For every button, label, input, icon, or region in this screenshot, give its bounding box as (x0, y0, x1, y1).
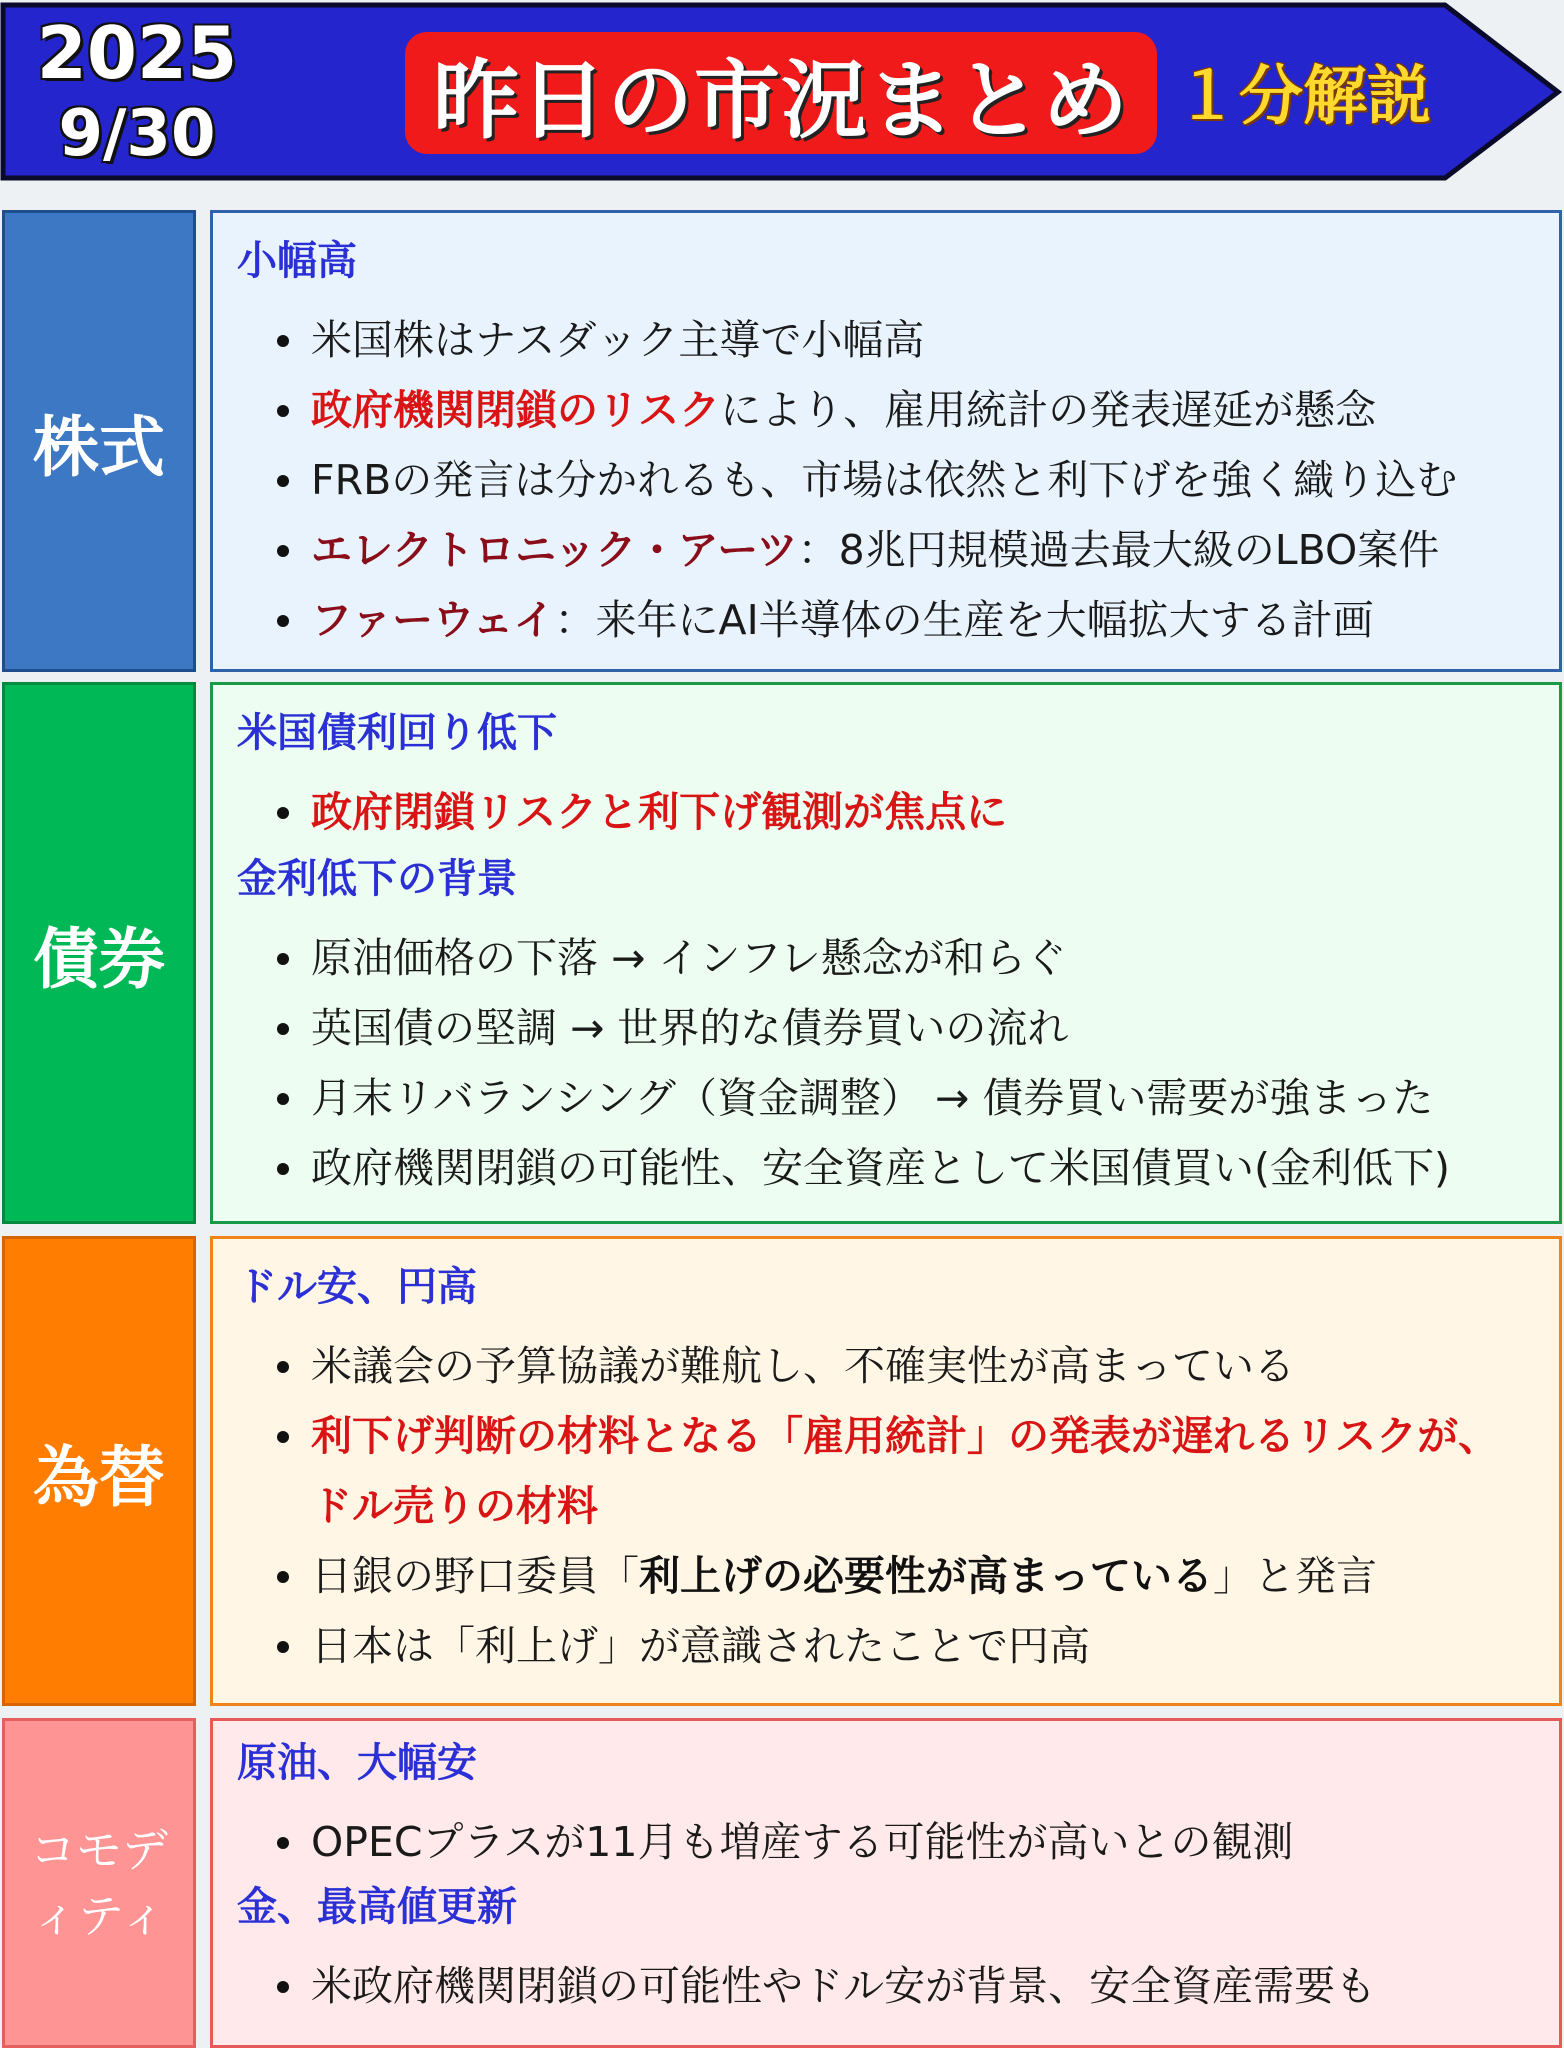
list-item: 月末リバランシング（資金調整） → 債券買い需要が強まった (237, 1063, 1559, 1133)
list-item: FRBの発言は分かれるも、市場は依然と利下げを強く織り込む (237, 445, 1559, 515)
page-title-text: 昨日の市況まとめ (433, 51, 1129, 151)
list-item: 利下げ判断の材料となる「雇用統計」の発表が遅れるリスクが、ドル売りの材料 (237, 1401, 1559, 1541)
list-item: 原油価格の下落 → インフレ懸念が和らぐ (237, 923, 1559, 993)
section-content-bonds (210, 682, 1562, 1224)
list-item (237, 375, 1559, 445)
list-item (237, 585, 1559, 655)
list-item: 日本は「利上げ」が意識されたことで円高 (237, 1611, 1559, 1681)
highlight-text: 利上げの必要性が高まっている (639, 1552, 1213, 1600)
item-text: 」と発言 (1213, 1552, 1377, 1600)
list-item (237, 515, 1559, 585)
highlight-text: エレクトロニック・アーツ (311, 526, 798, 574)
list-item: OPECプラスが11月も増産する可能性が高いとの観測 (237, 1807, 1559, 1877)
section-heading: 金、最高値更新 (237, 1884, 517, 1930)
date-day: 9/30 (58, 97, 216, 171)
item-text: ：8兆円規模過去最大級のLBO案件 (797, 526, 1440, 574)
item-text: により、雇用統計の発表遅延が懸念 (720, 386, 1377, 434)
section-fx (0, 1236, 1564, 1706)
section-label-stocks: 株式 (2, 210, 196, 672)
item-text: ：来年にAI半導体の生産を大幅拡大する計画 (554, 596, 1374, 644)
section-heading: 米国債利回り低下 (237, 710, 557, 756)
list-item: 政府閉鎖リスクと利下げ観測が焦点に (237, 777, 1559, 847)
list-item: 英国債の堅調 → 世界的な債券買いの流れ (237, 993, 1559, 1063)
list-item: 米政府機関閉鎖の可能性やドル安が背景、安全資産需要も (237, 1951, 1559, 2021)
highlight-text: 政府機関閉鎖のリスク (311, 386, 721, 434)
section-heading: ドル安、円高 (237, 1264, 477, 1310)
section-heading: 小幅高 (237, 238, 357, 284)
section-stocks (0, 210, 1564, 672)
section-label-line: コモデ (30, 1823, 168, 1877)
section-label-line: ィティ (31, 1889, 167, 1943)
section-label-commodities (2, 1718, 196, 2048)
section-content-stocks (210, 210, 1562, 672)
page-title (405, 32, 1157, 154)
section-heading: 金利低下の背景 (237, 856, 517, 902)
header-banner (0, 0, 1564, 184)
page-subtitle: １分解説 (1175, 60, 1431, 134)
list-item: 米国株はナスダック主導で小幅高 (237, 305, 1559, 375)
section-content-commodities (210, 1718, 1562, 2048)
list-item: 米議会の予算協議が難航し、不確実性が高まっている (237, 1331, 1559, 1401)
list-item (237, 1541, 1559, 1611)
section-content-fx (210, 1236, 1562, 1706)
date-year: 2025 (36, 11, 238, 95)
section-label-fx: 為替 (2, 1236, 196, 1706)
list-item: 政府機関閉鎖の可能性、安全資産として米国債買い(金利低下) (237, 1133, 1559, 1203)
item-text: 日銀の野口委員「 (311, 1552, 639, 1600)
section-commodities (0, 1718, 1564, 2048)
highlight-text: ファーウェイ (311, 596, 555, 644)
section-bonds (0, 682, 1564, 1224)
section-label-bonds: 債券 (2, 682, 196, 1224)
section-heading: 原油、大幅安 (237, 1740, 477, 1786)
